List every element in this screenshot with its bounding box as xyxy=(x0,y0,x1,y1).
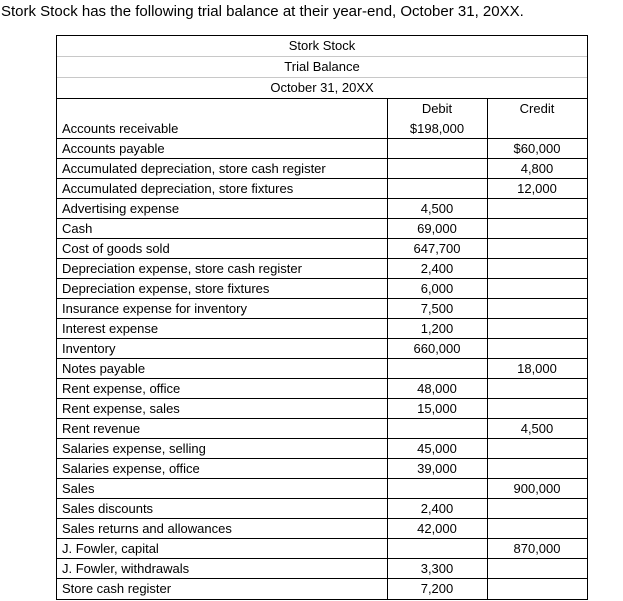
table-row xyxy=(57,539,587,559)
table-row xyxy=(57,359,587,379)
credit-amount xyxy=(497,439,577,459)
table-row xyxy=(57,519,587,539)
debit-amount: 3,300 xyxy=(420,561,454,576)
account-name: Sales discounts xyxy=(62,501,154,516)
account-name: Salaries expense, selling xyxy=(62,441,206,456)
company-name: Stork Stock xyxy=(288,38,356,53)
account-name: Cash xyxy=(62,221,93,236)
account-name: Accumulated depreciation, store cash register xyxy=(62,161,326,176)
debit-amount xyxy=(397,159,477,179)
credit-amount: 870,000 xyxy=(513,541,561,556)
account-name: Accumulated depreciation, store fixtures xyxy=(62,181,294,196)
table-row xyxy=(57,459,587,479)
account-name: Interest expense xyxy=(62,321,159,336)
account-name: Store cash register xyxy=(62,581,172,596)
credit-amount xyxy=(497,259,577,279)
account-name: Notes payable xyxy=(62,361,146,376)
table-row xyxy=(57,579,587,599)
debit-amount: 45,000 xyxy=(417,441,457,456)
credit-amount: 900,000 xyxy=(513,481,561,496)
debit-column-header: Debit xyxy=(421,101,453,116)
table-row xyxy=(57,199,587,219)
credit-amount xyxy=(497,379,577,399)
credit-amount xyxy=(497,319,577,339)
debit-amount xyxy=(397,359,477,379)
debit-amount xyxy=(397,539,477,559)
table-row xyxy=(57,119,587,139)
table-row xyxy=(57,279,587,299)
account-name: Rent expense, office xyxy=(62,381,181,396)
table-row xyxy=(57,399,587,419)
debit-amount: 39,000 xyxy=(417,461,457,476)
intro-text: Stork Stock has the following trial balance at their year-end, October 31, 20XX. xyxy=(1,3,524,20)
debit-amount: 69,000 xyxy=(417,221,457,236)
debit-amount xyxy=(397,179,477,199)
credit-amount xyxy=(497,499,577,519)
credit-amount: 4,500 xyxy=(520,421,554,436)
table-row xyxy=(57,139,587,159)
credit-amount xyxy=(497,239,577,259)
account-name: Insurance expense for inventory xyxy=(62,301,247,316)
table-row xyxy=(57,499,587,519)
account-name: Sales xyxy=(62,481,95,496)
credit-amount xyxy=(497,399,577,419)
debit-amount: 4,500 xyxy=(420,201,454,216)
debit-amount xyxy=(397,139,477,159)
table-row xyxy=(57,479,587,499)
credit-amount: $60,000 xyxy=(513,141,561,156)
account-name: Inventory xyxy=(62,341,116,356)
debit-amount xyxy=(397,479,477,499)
debit-amount: $198,000 xyxy=(409,121,465,136)
account-name: Depreciation expense, store cash register xyxy=(62,261,302,276)
credit-amount xyxy=(497,339,577,359)
debit-amount: 2,400 xyxy=(420,501,454,516)
account-name: Advertising expense xyxy=(62,201,180,216)
account-name: J. Fowler, withdrawals xyxy=(62,561,190,576)
trial-balance-table xyxy=(56,35,588,600)
account-name: Depreciation expense, store fixtures xyxy=(62,281,270,296)
debit-amount: 2,400 xyxy=(420,261,454,276)
debit-amount: 15,000 xyxy=(417,401,457,416)
credit-amount xyxy=(497,459,577,479)
account-name: Sales returns and allowances xyxy=(62,521,232,536)
debit-amount: 7,200 xyxy=(420,581,454,596)
report-date: October 31, 20XX xyxy=(270,80,374,95)
credit-amount xyxy=(497,279,577,299)
table-row xyxy=(57,179,587,199)
table-row xyxy=(57,219,587,239)
account-name: J. Fowler, capital xyxy=(62,541,159,556)
credit-amount xyxy=(497,299,577,319)
credit-amount xyxy=(497,519,577,539)
credit-column-header: Credit xyxy=(519,101,555,116)
credit-amount xyxy=(497,579,577,599)
account-name: Rent revenue xyxy=(62,421,141,436)
table-row xyxy=(57,339,587,359)
credit-amount: 18,000 xyxy=(517,361,557,376)
debit-amount xyxy=(397,419,477,439)
debit-amount: 42,000 xyxy=(417,521,457,536)
credit-amount xyxy=(497,559,577,579)
table-row xyxy=(57,259,587,279)
account-name: Salaries expense, office xyxy=(62,461,200,476)
credit-amount xyxy=(497,199,577,219)
table-row xyxy=(57,439,587,459)
table-row xyxy=(57,419,587,439)
debit-amount: 660,000 xyxy=(413,341,461,356)
credit-amount: 12,000 xyxy=(517,181,557,196)
account-name: Rent expense, sales xyxy=(62,401,180,416)
account-name: Accounts receivable xyxy=(62,121,179,136)
debit-amount: 6,000 xyxy=(420,281,454,296)
table-row xyxy=(57,239,587,259)
table-row xyxy=(57,159,587,179)
account-name: Cost of goods sold xyxy=(62,241,170,256)
credit-amount: 4,800 xyxy=(520,161,554,176)
debit-amount: 48,000 xyxy=(417,381,457,396)
report-title: Trial Balance xyxy=(284,59,360,74)
credit-amount xyxy=(497,119,577,139)
credit-amount xyxy=(497,219,577,239)
table-row xyxy=(57,379,587,399)
debit-amount: 7,500 xyxy=(420,301,454,316)
table-row xyxy=(57,299,587,319)
debit-amount: 647,700 xyxy=(413,241,461,256)
table-row xyxy=(57,319,587,339)
table-row xyxy=(57,559,587,579)
debit-amount: 1,200 xyxy=(420,321,454,336)
account-name: Accounts payable xyxy=(62,141,165,156)
